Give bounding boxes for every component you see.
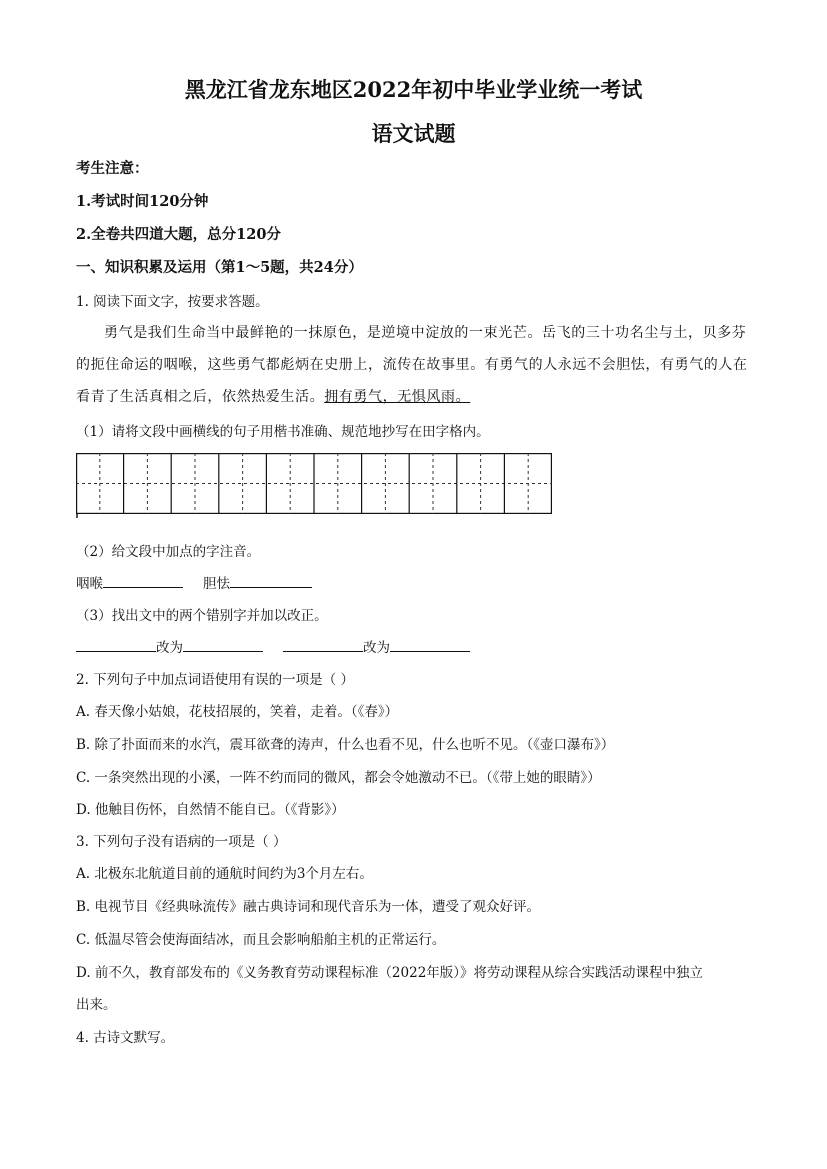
answer-blank[interactable] — [76, 637, 156, 652]
notice-item: 1.考试时间120分钟 — [76, 193, 209, 210]
page-subtitle: 语文试题 — [371, 121, 456, 146]
change-to-label: 改为 — [156, 640, 183, 656]
pinyin-word: 胆怯 — [203, 576, 230, 592]
pinyin-row — [76, 572, 312, 592]
question-stem: 4. 古诗文默写。 — [76, 1030, 175, 1046]
answer-blank[interactable] — [183, 637, 263, 652]
option-a: A. 北极东北航道目前的通航时间约为3个月左右。 — [76, 866, 373, 882]
option-a: A. 春天像小姑娘，花枝招展的，笑着，走着。（《春》） — [76, 704, 399, 720]
answer-blank[interactable] — [283, 637, 363, 652]
notice-heading: 考生注意： — [76, 160, 149, 177]
option-c: C. 低温尽管会使海面结冰，而且会影响船舶主机的正常运行。 — [76, 932, 446, 948]
scan-mark — [76, 514, 78, 518]
option-b: B. 电视节目《经典咏流传》融古典诗词和现代音乐为一体，遭受了观众好评。 — [76, 899, 541, 915]
option-c: C. 一条突然出现的小溪，一阵不约而同的微风，都会令她激动不已。（《带上她的眼睛》） — [76, 770, 601, 786]
notice-item: 2.全卷共四道大题，总分120分 — [76, 226, 281, 243]
answer-blank[interactable] — [230, 573, 312, 588]
passage-line: 的扼住命运的咽喉，这些勇气都彪炳在史册上，流传在故事里。有勇气的人永远不会胆怯，有勇气的人在 — [76, 357, 748, 373]
correction-row — [76, 636, 470, 656]
option-b: B. 除了扑面而来的水汽，震耳欲聋的涛声，什么也看不见，什么也听不见。（《壶口瀑布》） — [76, 737, 615, 753]
section-heading: 一、知识积累及运用（第1～5题，共24分） — [76, 259, 363, 276]
option-d-continued: 出来。 — [76, 997, 117, 1013]
question-stem: 1. 阅读下面文字，按要求答题。 — [76, 294, 269, 310]
sub-question-2: （2）给文段中加点的字注音。 — [76, 544, 261, 560]
page-title: 黑龙江省龙东地区2022年初中毕业学业统一考试 — [184, 77, 643, 102]
change-to-label: 改为 — [363, 640, 390, 656]
option-d: D. 他触目伤怀，自然情不能自已。（《背影》） — [76, 802, 345, 818]
tianzige-grid — [76, 453, 552, 514]
pinyin-word: 咽喉 — [76, 576, 103, 592]
answer-blank[interactable] — [390, 637, 470, 652]
question-stem: 2. 下列句子中加点词语使用有误的一项是（ ） — [76, 672, 354, 688]
underlined-sentence: 拥有勇气，无惧风雨。 — [324, 389, 471, 405]
passage-line: 勇气是我们生命当中最鲜艳的一抹原色，是逆境中淀放的一束光芒。岳飞的三十功名尘与土，贝多芬 — [104, 325, 747, 341]
option-d: D. 前不久，教育部发布的《义务教育劳动课程标准（2022年版）》将劳动课程从综合实践活动课程中独立 — [76, 965, 704, 981]
sub-question-1: （1）请将文段中画横线的句子用楷书准确、规范地抄写在田字格内。 — [76, 424, 490, 440]
sub-question-3: （3）找出文中的两个错别字并加以改正。 — [76, 608, 328, 624]
question-stem: 3. 下列句子没有语病的一项是（ ） — [76, 834, 287, 850]
passage-text: 看青了生活真相之后，依然热爱生活。 — [76, 389, 325, 405]
answer-blank[interactable] — [103, 573, 183, 588]
passage-line — [76, 386, 470, 406]
